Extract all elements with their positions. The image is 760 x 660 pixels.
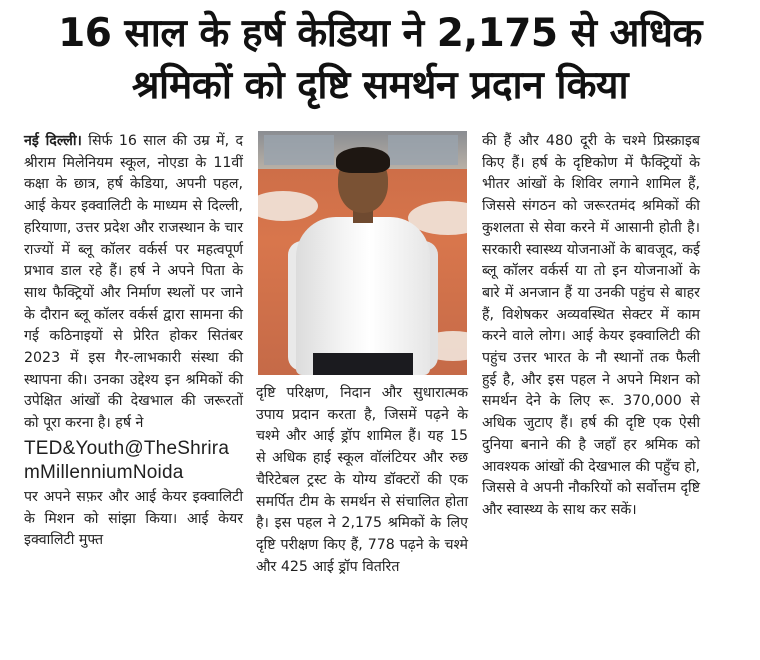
headline [0, 8, 760, 112]
article-text-left-2: पर अपने सफ़र और आई केयर इक्वालिटी के मिशन को सांझा किया। आई केयर इक्वालिटी मुफ्त [24, 488, 243, 549]
photo-wall-decoration [258, 191, 318, 221]
person-pants [313, 353, 413, 375]
article-text-right: की हैं और 480 दूरी के चश्मे प्रिस्क्राइब किए हैं। हर्ष के दृष्टिकोण में फैक्ट्रियों के भीतर आंखों के शिविर लगाने शामिल हैं, जिससे संगठन को जरूरतमंद श्रमिकों की कुशलता से सेवा करने में आसानी होती है। सरकारी स्वास्थ्य योजनाओं के बावजूद, कई ब्लू कॉलर वर्कर्स या तो इन योजनाओं के बारे में अनजान हैं या उनकी पहुंच से बाहर हैं, विशेषकर अव्यवस्थित सेक्टर में काम करने वाले लोग। आई केयर इक्वालिटी की पहुंच उत्तर भारत के नौ स्थानों तक फैली हुई है, और इस पहल ने अपने मिशन को समर्थन देने के लिए रू. 370,000 से अधिक जुटाए हैं। हर्ष की दृष्टि एक ऐसी दुनिया बनाने की है जहाँ हर श्रमिक को आवश्यक आंखों की देखभाल की पहुँच हो, जिससे वे अपनी नौकरियों को सर्वोत्तम दृष्टि और स्वास्थ्य के साथ कर सकें। [482, 133, 700, 518]
article-text-middle: दृष्टि परिक्षण, निदान और सुधारात्मक उपाय प्रदान करता है, जिसमें पढ़ने के चश्मे और आई ड्रॉप शामिल हैं। यह 15 से अधिक हाई स्कूल वॉलंटियर और रुछ चैरिटेबल ट्रस्ट के योग्य डॉक्टरों की एक समर्पित टीम के समर्थन से संचालित होता है। इस पहल ने 2,175 श्रमिकों के लिए दृष्टि परीक्षण किए हैं, 778 पढ़ने के चश्मे और 425 आई ड्रॉप वितरित [256, 385, 468, 575]
article-column-middle [256, 383, 468, 578]
event-handle: TED&Youth@TheShriramMillenniumNoida [24, 437, 230, 483]
article-text-left-1: सिर्फ 16 साल की उम्र में, द श्रीराम मिलेनियम स्कूल, नोएडा के 11वीं कक्षा के छात्र, हर्ष केडिया, अपनी पहल, आई केयर इक्वालिटी के माध्यम से दिल्ली, हरियाणा, उत्तर प्रदेश और राजस्थान के चार राज्यों में ब्लू कॉलर वर्कर्स पर महत्वपूर्ण प्रभाव डाल रहे हैं। हर्ष ने अपने पिता के साथ फैक्ट्रियों और निर्माण स्थलों पर जाने के दौरान ब्लू कॉलर वर्कर्स द्वारा सामना की गई कठिनाइयों से प्रेरित होकर सितंबर 2023 में इस गैर-लाभकारी संस्था की स्थापना की। उनका उद्देश्य इन श्रमिकों की उपेक्षित आंखों की देखभाल की जरूरतों को पूरा करना है। हर्ष ने [24, 133, 243, 432]
article-column-left [24, 131, 243, 552]
article-paragraph-1 [24, 131, 243, 435]
headline-line-1: 16 साल के हर्ष केडिया ने 2,175 से अधिक [58, 11, 702, 56]
dateline: नई दिल्ली। [24, 133, 82, 149]
photo-window-panel [388, 135, 458, 165]
photo-window-panel [264, 135, 334, 165]
article-column-right [482, 131, 700, 522]
portrait-photo [258, 131, 467, 375]
headline-line-2: श्रमिकों को दृष्टि समर्थन प्रदान किया [131, 63, 629, 108]
person-hair [336, 147, 390, 173]
person-shirt [296, 217, 430, 375]
